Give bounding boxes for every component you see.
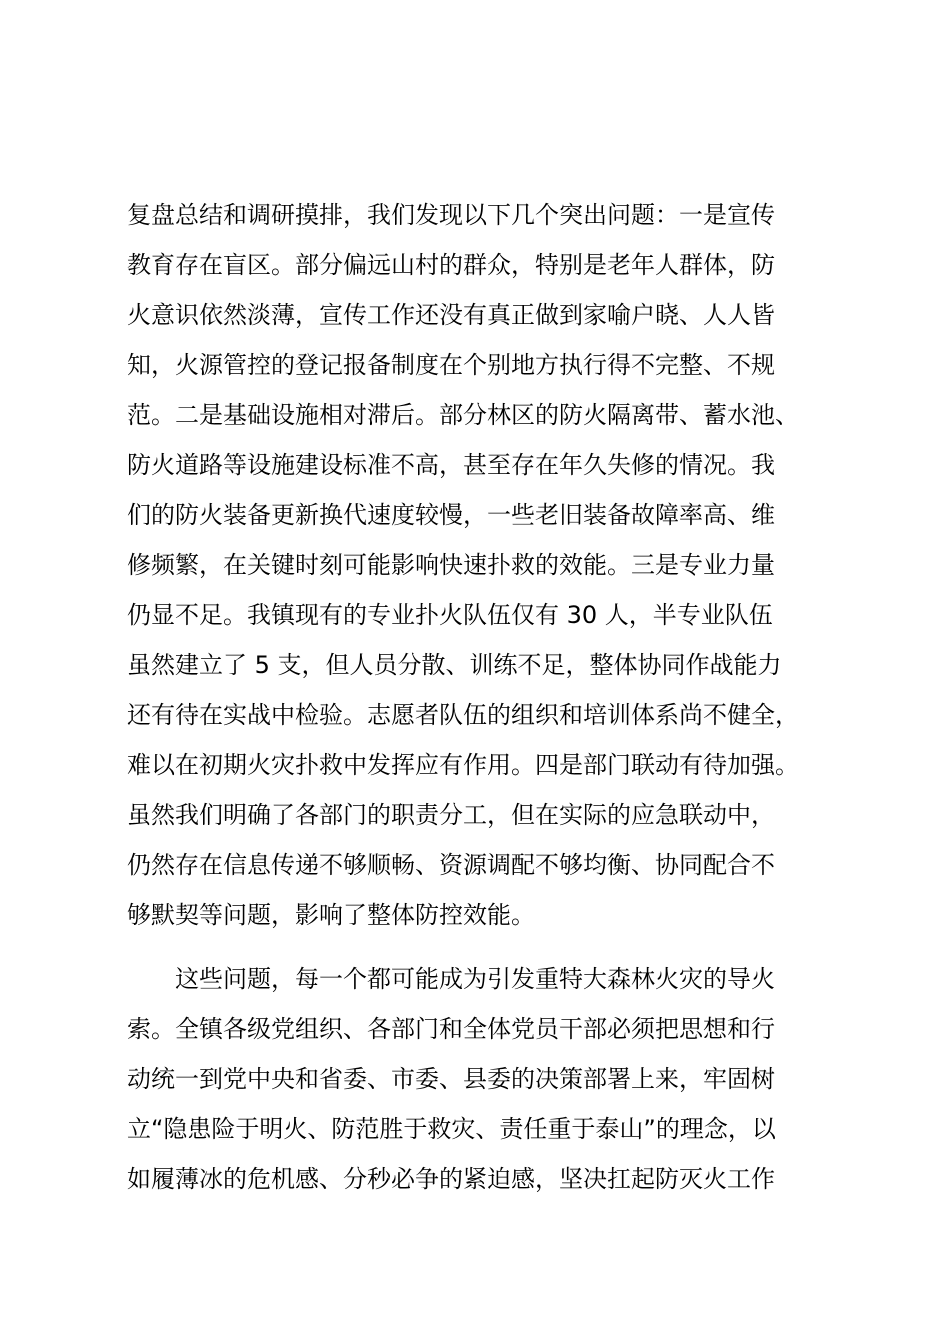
paragraph-1 [127,190,847,940]
paragraph-line: 够默契等问题，影响了整体防控效能。 [127,901,535,929]
paragraph-line: 复盘总结和调研摸排，我们发现以下几个突出问题：一是宣传 [127,201,775,229]
paragraph-line: 们的防火装备更新换代速度较慢，一些老旧装备故障率高、维 [127,501,775,529]
paragraph-spacing [127,940,847,954]
paragraph-line: 动统一到党中央和省委、市委、县委的决策部署上来，牢固树 [127,1065,775,1093]
paragraph-line: 还有待在实战中检验。志愿者队伍的组织和培训体系尚不健全， [127,701,799,729]
paragraph-line: 火意识依然淡薄，宣传工作还没有真正做到家喻户晓、人人皆 [127,301,775,329]
paragraph-line: 仍然存在信息传递不够顺畅、资源调配不够均衡、协同配合不 [127,851,775,879]
paragraph-line: 难以在初期火灾扑救中发挥应有作用。四是部门联动有待加强。 [127,751,799,779]
paragraph-line: 仍显不足。我镇现有的专业扑火队伍仅有 30 人，半专业队伍 [127,601,773,629]
paragraph-line: 修频繁，在关键时刻可能影响快速扑救的效能。三是专业力量 [127,551,775,579]
paragraph-line: 范。二是基础设施相对滞后。部分林区的防火隔离带、蓄水池、 [127,401,799,429]
paragraph-2 [127,954,847,1204]
paragraph-line: 虽然建立了 5 支，但人员分散、训练不足，整体协同作战能力 [127,651,782,679]
paragraph-line: 教育存在盲区。部分偏远山村的群众，特别是老年人群体，防 [127,251,775,279]
paragraph-line: 知，火源管控的登记报备制度在个别地方执行得不完整、不规 [127,351,775,379]
body-text [127,190,847,1204]
paragraph-line: 如履薄冰的危机感、分秒必争的紧迫感，坚决扛起防灭火工作 [127,1165,775,1193]
paragraph-line: 索。全镇各级党组织、各部门和全体党员干部必须把思想和行 [127,1015,775,1043]
paragraph-line: 立“隐患险于明火、防范胜于救灾、责任重于泰山”的理念，以 [127,1115,776,1143]
paragraph-line: 防火道路等设施建设标准不高，甚至存在年久失修的情况。我 [127,451,775,479]
paragraph-line: 虽然我们明确了各部门的职责分工，但在实际的应急联动中， [127,801,775,829]
paragraph-line: 这些问题，每一个都可能成为引发重特大森林火灾的导火 [175,965,775,993]
